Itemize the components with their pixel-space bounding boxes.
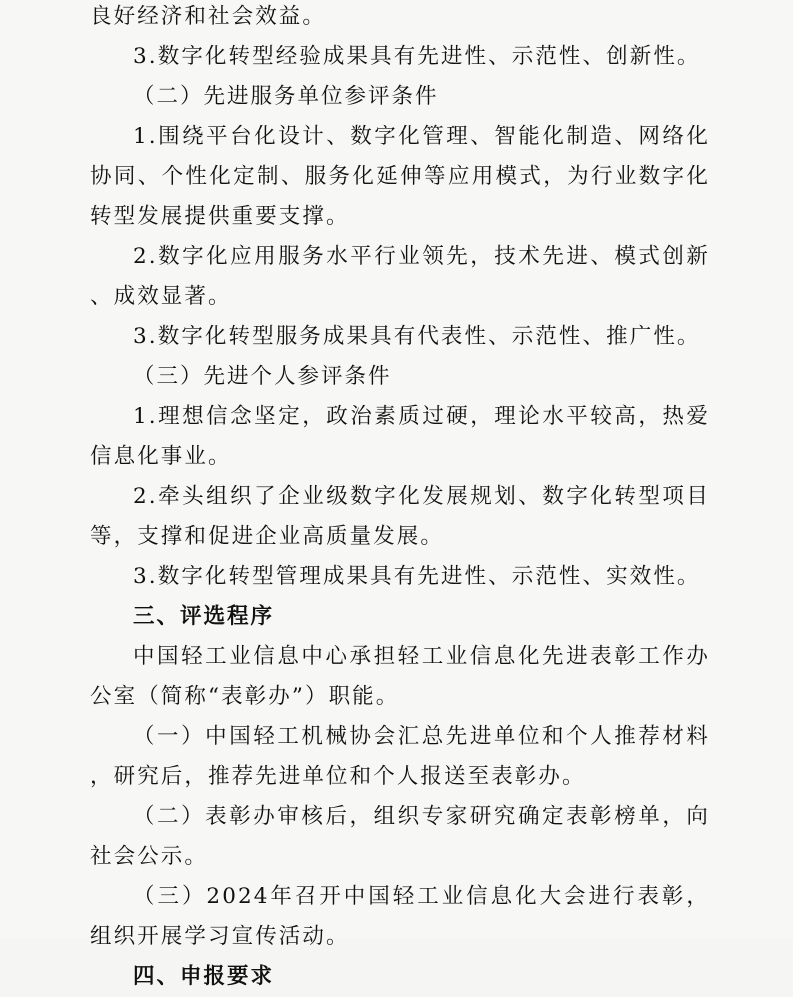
paragraph-service-unit-condition-1: 1.围绕平台化设计、数字化管理、智能化制造、网络化协同、个性化定制、服务化延伸等应用模式，为行业数字化转型发展提供重要支撑。: [90, 124, 710, 229]
paragraph-procedure-step-1: （一）中国轻工机械协会汇总先进单位和个人推荐材料，研究后，推荐先进单位和个人报送至表彰办。: [90, 724, 710, 789]
section-heading-advanced-individual: （三）先进个人参评条件: [133, 364, 392, 389]
section-heading-advanced-service-unit: （二）先进服务单位参评条件: [133, 84, 439, 109]
paragraph-service-unit-condition-3: 3.数字化转型服务成果具有代表性、示范性、推广性。: [133, 324, 701, 349]
section-heading-selection-procedure: 三、评选程序: [133, 604, 275, 629]
paragraph-procedure-step-2: （二）表彰办审核后，组织专家研究确定表彰榜单，向社会公示。: [90, 804, 710, 869]
document-body: [90, 0, 710, 997]
paragraph-commendation-office: 中国轻工业信息中心承担轻工业信息化先进表彰工作办公室（简称“表彰办”）职能。: [90, 644, 710, 709]
paragraph-individual-condition-2: 2.牵头组织了企业级数字化发展规划、数字化转型项目等，支撑和促进企业高质量发展。: [90, 484, 710, 549]
paragraph-individual-condition-3: 3.数字化转型管理成果具有先进性、示范性、实效性。: [133, 564, 701, 589]
paragraph-procedure-step-3: （三）2024年召开中国轻工业信息化大会进行表彰，组织开展学习宣传活动。: [90, 884, 710, 949]
paragraph-unit-condition-3: 3.数字化转型经验成果具有先进性、示范性、创新性。: [133, 44, 701, 69]
paragraph-economic-benefit-continuation: 良好经济和社会效益。: [90, 4, 327, 29]
paragraph-individual-condition-1: 1.理想信念坚定，政治素质过硬，理论水平较高，热爱信息化事业。: [90, 404, 710, 469]
section-heading-application-requirements: 四、申报要求: [133, 964, 275, 989]
paragraph-service-unit-condition-2: 2.数字化应用服务水平行业领先，技术先进、模式创新、成效显著。: [90, 244, 710, 309]
